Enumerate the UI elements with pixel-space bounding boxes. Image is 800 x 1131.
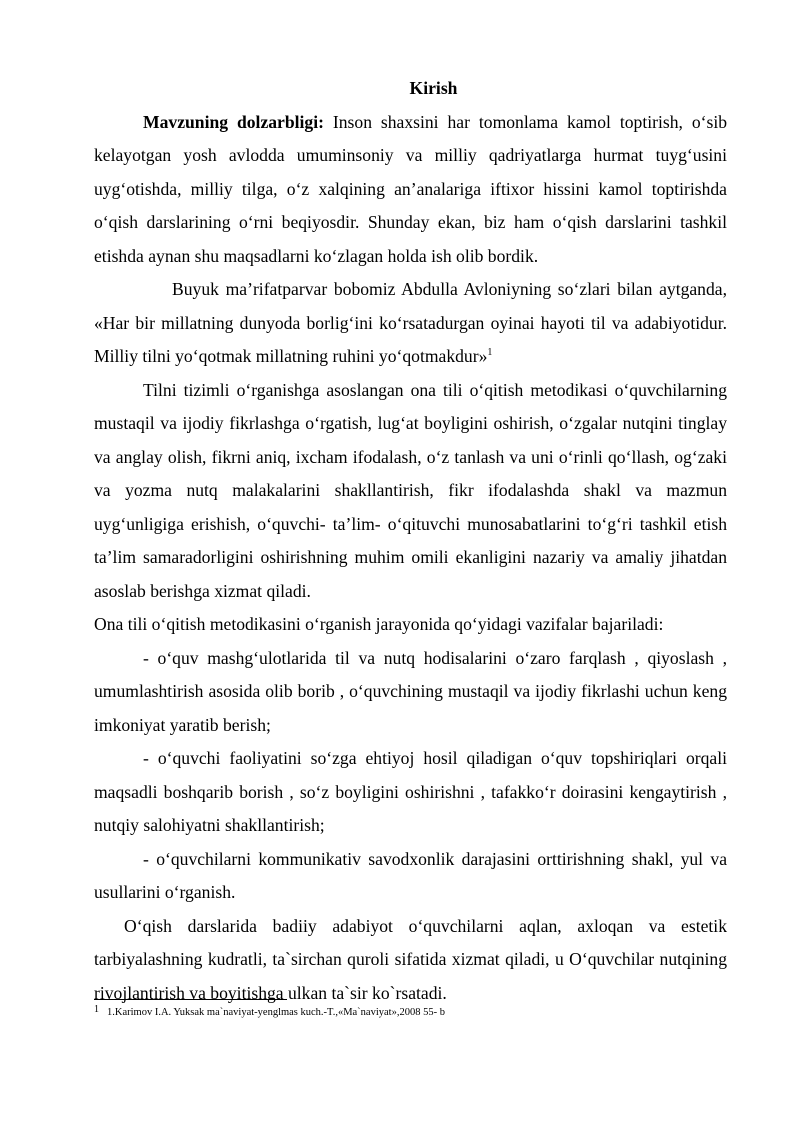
- footnote-number: 1: [94, 1004, 99, 1015]
- paragraph-literature: O‘qish darslarida badiiy adabiyot o‘quvchilarni aqlan, axloqan va estetik tarbiyalashning kudratli, ta`sirchan quroli sifatida xizmat qiladi, u O‘quvchilar nutqining rivojlantirish va boyitishga ulkan ta`sir ko`rsatadi.: [94, 915, 727, 1003]
- list-item-task-2: - o‘quvchi faoliyatini so‘zga ehtiyoj hosil qiladigan o‘quv topshiriqlari orqali maqsadli boshqarib borish , so‘z boyligini oshirishni , tafakko‘r doirasini kengaytirish , nutqiy salohiyatni shakllantirish;: [94, 748, 727, 835]
- paragraph-relevance: [94, 106, 727, 274]
- list-item-task-3: - o‘quvchilarni kommunikativ savodxonlik darajasini orttirishning shakl, yul va usullarini o‘rganish.: [94, 848, 727, 902]
- quote-text: Buyuk ma’rifatparvar bobomiz Abdulla Avloniyning so‘zlari bilan aytganda, «Har bir millatning dunyoda borlig‘ini ko‘rsatadurgan oyinai hayoti til va adabiyotidur. Milliy tilni yo‘qotmak millatning ruhini yo‘qotmakdur»: [94, 279, 727, 366]
- relevance-text: Inson shaxsini har tomonlama kamol toptirish, o‘sib kelayotgan yosh avlodda umuminsoniy va milliy qadriyatlarga hurmat tuyg‘usini uyg‘otishda, milliy tilga, o‘z xalqining an’analariga iftixor hissini kamol toptirishda o‘qish darslarining o‘rni beqiyosdir. Shunday ekan, biz ham o‘qish darslarini tashkil etishda aynan shu maqsadlarni ko‘zlagan holda ish olib bordik.: [94, 111, 728, 266]
- list-item-task-1: - o‘quv mashg‘ulotlarida til va nutq hodisalarini o‘zaro farqlash , qiyoslash , umumlashtirish asosida olib borib , o‘quvchining mustaqil va ijodiy fikrlashi uchun keng imkoniyat yaratib berish;: [94, 647, 727, 735]
- paragraph-avloniy-quote: [94, 273, 727, 374]
- paragraph-tasks-intro: Ona tili o‘qitish metodikasini o‘rganish jarayonida qo‘yidagi vazifalar bajariladi:: [94, 614, 664, 634]
- footnote-text: 1.Karimov I.A. Yuksak ma`naviyat-yenglmas kuch.-T.,«Ma`naviyat»,2008 55- b: [107, 1007, 445, 1018]
- document-body: [94, 72, 727, 1010]
- footnote-divider: [94, 999, 287, 1000]
- relevance-lead: Mavzuning dolzarbligi:: [143, 111, 324, 132]
- paragraph-methodology: Tilni tizimli o‘rganishga asoslangan ona tili o‘qitish metodikasi o‘quvchilarning mustaqil va ijodiy fikrlashga o‘rgatish, lug‘at boyligini oshirish, o‘zgalar nutqini tinglay va anglay olish, fikrni aniq, ixcham ifodalash, o‘z tanlash va uni o‘rinli qo‘llash, og‘zaki va yozma nutq malakalarini shakllantirish, fikr ifodalashda shakl va mazmun uyg‘unligiga erishish, o‘quvchi- ta’lim- o‘qituvchi munosabatlarini to‘g‘ri tashkil etish ta’lim samaradorligini oshirishning muhim omili ekanligini nazariy va amaliy jihatdan asoslab berishga xizmat qiladi.: [94, 379, 727, 601]
- footnote-marker: 1: [487, 347, 493, 358]
- footnote: [94, 1004, 445, 1018]
- page-heading: Kirish: [409, 78, 458, 98]
